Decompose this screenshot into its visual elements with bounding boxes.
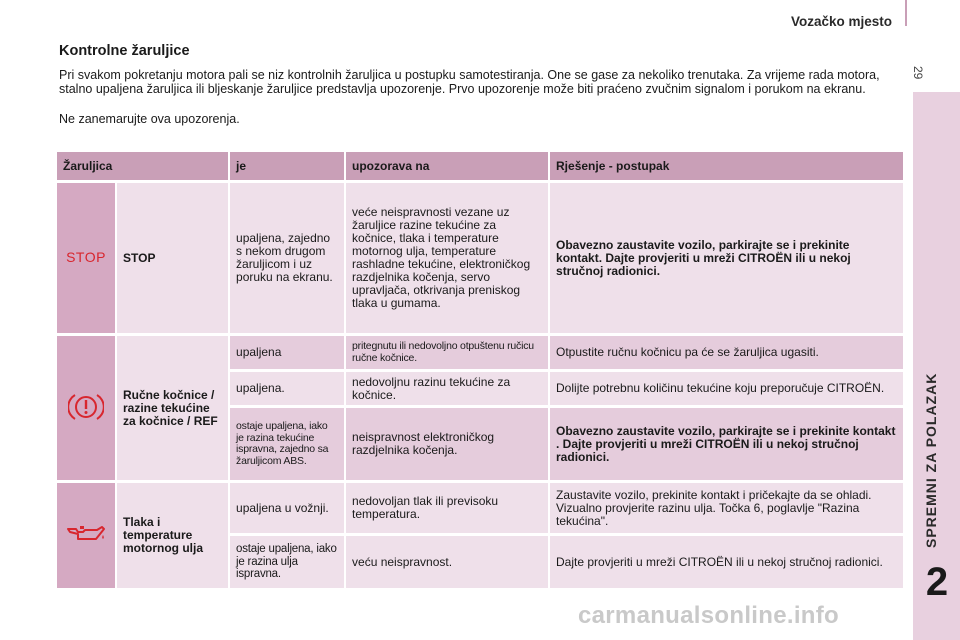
- chapter-number: 2: [925, 560, 949, 604]
- header-lamp: Žaruljica: [57, 152, 228, 180]
- warning-lamps-table: [57, 149, 903, 591]
- header-state: je: [228, 152, 344, 180]
- lamp-name: STOP: [115, 183, 228, 333]
- table-row-brake-1: [57, 336, 903, 369]
- oil-lamp-cell: [57, 483, 115, 588]
- lamp-solution: Otpustite ručnu kočnicu pa će se žaruljica ugasiti.: [548, 336, 903, 369]
- lamp-state: ostaje upaljena, iako je razina tekućine ispravna, zajedno sa žaruljicom ABS.: [228, 408, 344, 480]
- page-number: 29: [911, 66, 925, 80]
- header-warns: upozorava na: [344, 152, 548, 180]
- brake-warning-icon: [68, 391, 104, 423]
- chapter-side-tab: [913, 92, 960, 640]
- lamp-solution: Obavezno zaustavite vozilo, parkirajte se i prekinite kontakt . Dajte provjeriti u mreži CITROËN ili u nekoj stručnoj radionici.: [548, 408, 903, 480]
- lamp-warns: nedovoljnu razinu tekućine za kočnice.: [344, 372, 548, 405]
- lamp-solution: Dolijte potrebnu količinu tekućine koju preporučuje CITROËN.: [548, 372, 903, 405]
- warning-note: Ne zanemarujte ova upozorenja.: [59, 112, 240, 126]
- intro-paragraph: Pri svakom pokretanju motora pali se niz kontrolnih žaruljica u postupku samotestiranja. One se gase za nekoliko trenutaka. Za vrijeme rada motora, stalno upaljena žaruljica ili bljeskanje žaruljice predstavlja upozorenje. Prvo upozorenje može biti praćeno zvučnim signalom i porukom na ekranu.: [59, 68, 880, 96]
- page-header-title: Vozačko mjesto: [790, 14, 892, 29]
- lamp-warns: pritegnutu ili nedovoljno otpuštenu ručicu ručne kočnice.: [344, 336, 548, 369]
- oil-can-icon: [66, 523, 106, 545]
- header-divider: [905, 0, 907, 26]
- lamp-warns: neispravnost elektroničkog razdjelnika kočenja.: [344, 408, 548, 480]
- lamp-warns: veće neispravnosti vezane uz žaruljice razine tekućine za kočnice, tlaka i temperature motornog ulja, temperature rashladne tekućine, elektroničkog razdjelnika kočenja, servo upravljača, otkrivanja preniskog tlaka u gumama.: [344, 183, 548, 333]
- lamp-state: upaljena.: [228, 372, 344, 405]
- table-header-row: [57, 152, 903, 180]
- table-row-oil-1: [57, 483, 903, 533]
- lamp-warns: nedovoljan tlak ili previsoku temperatura.: [344, 483, 548, 533]
- table-row-stop: [57, 183, 903, 333]
- brake-lamp-cell: [57, 336, 115, 480]
- lamp-state: upaljena, zajedno s nekom drugom žaruljicom i uz poruku na ekranu.: [228, 183, 344, 333]
- lamp-solution: Dajte provjeriti u mreži CITROËN ili u nekoj stručnoj radionici.: [548, 536, 903, 588]
- lamp-solution: Obavezno zaustavite vozilo, parkirajte se i prekinite kontakt. Dajte provjeriti u mreži CITROËN ili u nekoj stručnoj radionici.: [548, 183, 903, 333]
- header-solution: Rješenje - postupak: [548, 152, 903, 180]
- watermark: carmanualsonline.info: [578, 602, 840, 629]
- lamp-name: Tlaka i temperature motornog ulja: [115, 483, 228, 588]
- stop-lamp-cell: [57, 183, 115, 333]
- stop-icon: STOP: [66, 249, 106, 265]
- section-title: Kontrolne žaruljice: [59, 43, 190, 59]
- chapter-tab-label: SPREMNI ZA POLAZAK: [923, 372, 939, 548]
- lamp-warns: veću neispravnost.: [344, 536, 548, 588]
- lamp-state: upaljena u vožnji.: [228, 483, 344, 533]
- lamp-solution: Zaustavite vozilo, prekinite kontakt i pričekajte da se ohladi. Vizualno provjerite razinu ulja. Točka 6, poglavlje "Razina tekućina".: [548, 483, 903, 533]
- lamp-state: upaljena: [228, 336, 344, 369]
- lamp-state: ostaje upaljena, iako je razina ulja ispravna.: [228, 536, 344, 588]
- lamp-name: Ručne kočnice / razine tekućine za kočnice / REF: [115, 336, 228, 480]
